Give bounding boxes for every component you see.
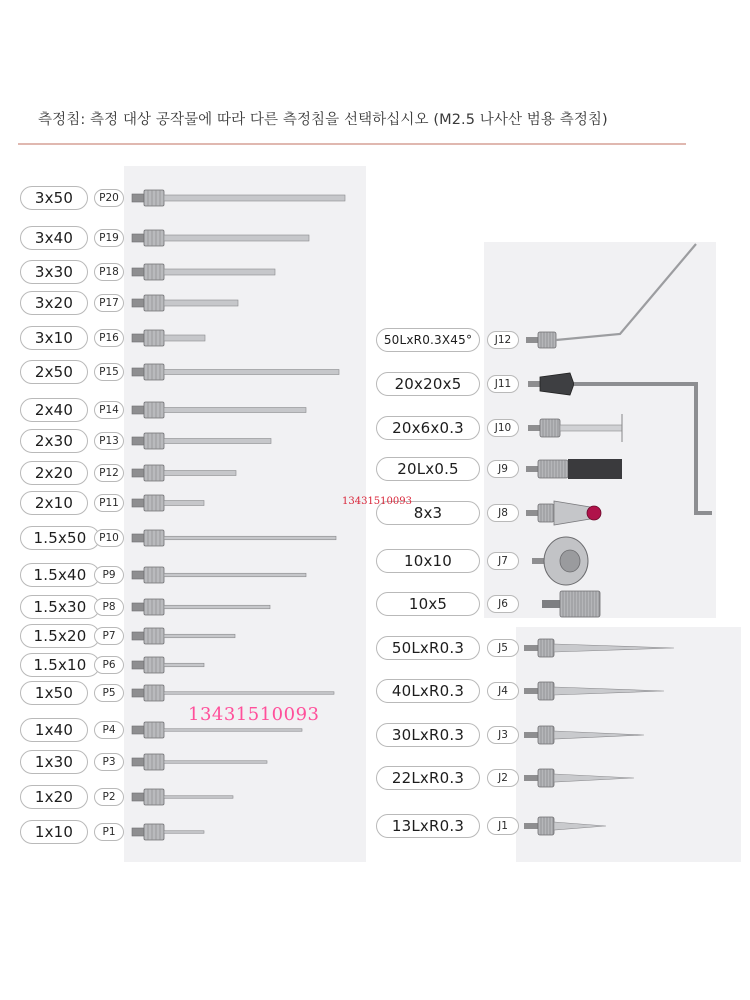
size-label: 3x30 bbox=[20, 260, 88, 284]
code-badge: P17 bbox=[94, 294, 124, 312]
code-badge: P10 bbox=[94, 529, 124, 547]
size-label: 1.5x20 bbox=[20, 624, 100, 648]
size-label: 50LxR0.3 bbox=[376, 636, 480, 660]
code-badge: J1 bbox=[487, 817, 519, 835]
size-label: 10x10 bbox=[376, 549, 480, 573]
size-label: 1x20 bbox=[20, 785, 88, 809]
code-badge: P14 bbox=[94, 401, 124, 419]
probe-pin-icon bbox=[126, 429, 366, 453]
code-badge: P20 bbox=[94, 189, 124, 207]
code-badge: P6 bbox=[94, 656, 124, 674]
probe-pin-icon bbox=[126, 291, 366, 315]
page-title: 측정침: 측정 대상 공작물에 따라 다른 측정침을 선택하십시오 (M2.5 나사산 범용 측정침) bbox=[38, 112, 608, 128]
code-badge: J11 bbox=[487, 375, 519, 393]
code-badge: J4 bbox=[487, 682, 519, 700]
code-badge: J6 bbox=[487, 595, 519, 613]
code-badge: P12 bbox=[94, 464, 124, 482]
code-badge: P5 bbox=[94, 684, 124, 702]
size-label: 3x40 bbox=[20, 226, 88, 250]
watermark-phone-small: 13431510093 bbox=[342, 496, 412, 507]
code-badge: P2 bbox=[94, 788, 124, 806]
size-label: 40LxR0.3 bbox=[376, 679, 480, 703]
probe-pin-icon bbox=[126, 595, 366, 619]
code-badge: J8 bbox=[487, 504, 519, 522]
size-label: 2x20 bbox=[20, 461, 88, 485]
size-label: 20Lx0.5 bbox=[376, 457, 480, 481]
code-badge: P19 bbox=[94, 229, 124, 247]
size-label: 1x30 bbox=[20, 750, 88, 774]
size-label: 8x3 bbox=[376, 501, 480, 525]
probe-pin-icon bbox=[126, 326, 366, 350]
code-badge: J12 bbox=[487, 331, 519, 349]
size-label: 50LxR0.3X45° bbox=[376, 328, 480, 352]
size-label: 1.5x50 bbox=[20, 526, 100, 550]
probe-pin-icon bbox=[126, 526, 366, 550]
size-label: 3x20 bbox=[20, 291, 88, 315]
size-label: 30LxR0.3 bbox=[376, 723, 480, 747]
code-badge: P3 bbox=[94, 753, 124, 771]
size-label: 20x6x0.3 bbox=[376, 416, 480, 440]
probe-pin-icon bbox=[126, 820, 366, 844]
code-badge: J3 bbox=[487, 726, 519, 744]
code-badge: P15 bbox=[94, 363, 124, 381]
code-badge: P7 bbox=[94, 627, 124, 645]
probe-pin-icon bbox=[126, 186, 366, 210]
size-label: 1x10 bbox=[20, 820, 88, 844]
code-badge: P1 bbox=[94, 823, 124, 841]
probe-pin-icon bbox=[126, 785, 366, 809]
probe-pin-icon bbox=[126, 360, 366, 384]
size-label: 13LxR0.3 bbox=[376, 814, 480, 838]
probe-pin-icon bbox=[126, 398, 366, 422]
probe-pin-icon bbox=[126, 461, 366, 485]
code-badge: P16 bbox=[94, 329, 124, 347]
probe-pin-icon bbox=[126, 563, 366, 587]
code-badge: P18 bbox=[94, 263, 124, 281]
code-badge: P13 bbox=[94, 432, 124, 450]
size-label: 3x10 bbox=[20, 326, 88, 350]
size-label: 20x20x5 bbox=[376, 372, 480, 396]
size-label: 2x10 bbox=[20, 491, 88, 515]
title-divider bbox=[18, 143, 686, 145]
size-label: 1.5x40 bbox=[20, 563, 100, 587]
watermark-phone-large: 13431510093 bbox=[188, 704, 320, 725]
probe-pin-icon bbox=[126, 491, 366, 515]
right-bottom-photo-panel bbox=[516, 627, 741, 862]
size-label: 1x50 bbox=[20, 681, 88, 705]
probe-pin-icon bbox=[126, 624, 366, 648]
probe-pin-icon bbox=[126, 750, 366, 774]
size-label: 10x5 bbox=[376, 592, 480, 616]
code-badge: J9 bbox=[487, 460, 519, 478]
code-badge: P4 bbox=[94, 721, 124, 739]
probe-pin-icon bbox=[126, 260, 366, 284]
code-badge: J2 bbox=[487, 769, 519, 787]
code-badge: J7 bbox=[487, 552, 519, 570]
code-badge: P11 bbox=[94, 494, 124, 512]
size-label: 22LxR0.3 bbox=[376, 766, 480, 790]
probe-pin-icon bbox=[126, 681, 366, 705]
code-badge: P8 bbox=[94, 598, 124, 616]
size-label: 2x50 bbox=[20, 360, 88, 384]
size-label: 1.5x30 bbox=[20, 595, 100, 619]
code-badge: P9 bbox=[94, 566, 124, 584]
probe-pin-icon bbox=[126, 226, 366, 250]
size-label: 1x40 bbox=[20, 718, 88, 742]
probe-pin-icon bbox=[126, 653, 366, 677]
top-blank-area bbox=[0, 0, 750, 95]
size-label: 3x50 bbox=[20, 186, 88, 210]
size-label: 1.5x10 bbox=[20, 653, 100, 677]
code-badge: J10 bbox=[487, 419, 519, 437]
code-badge: J5 bbox=[487, 639, 519, 657]
size-label: 2x30 bbox=[20, 429, 88, 453]
size-label: 2x40 bbox=[20, 398, 88, 422]
